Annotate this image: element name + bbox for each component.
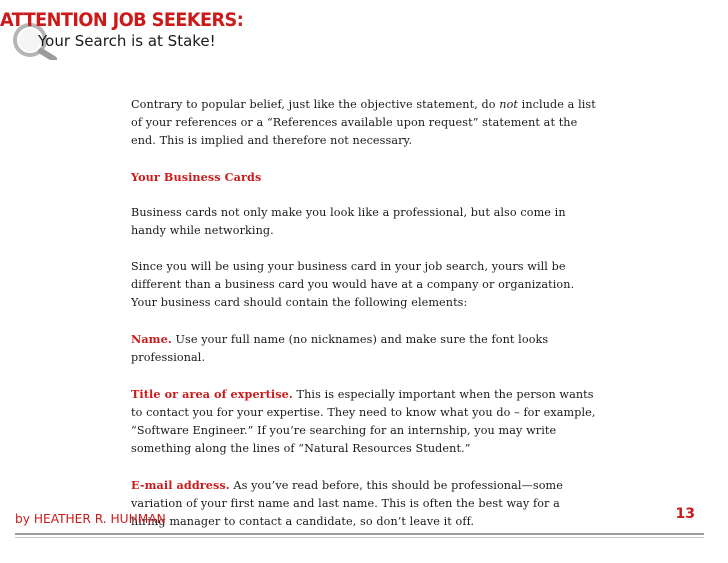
page-number: 13 <box>675 506 695 522</box>
page-header <box>0 0 260 62</box>
element-email-lead: E-mail address. <box>131 478 230 492</box>
element-title-text: This is especially important when the person wants to contact you for your expertise. They need to know what you do – for example, “Software Engineer.” If you’re searching for an internship, you may write something along the lines of “Natural Resources Student.” <box>131 388 596 455</box>
section-heading: Your Business Cards <box>131 170 262 184</box>
element-name <box>131 330 597 367</box>
element-name-text: Use your full name (no nicknames) and make sure the font looks professional. <box>131 333 549 364</box>
card-elements-intro: Since you will be using your business card in your job search, yours will be different than a business card you would have at a company or organization. Your business card should contain the following elements: <box>131 260 575 309</box>
intro-emphasis: not <box>499 98 519 111</box>
footer-author: by HEATHER R. HUHMAN <box>15 512 166 526</box>
element-email <box>131 476 597 531</box>
intro-paragraph <box>131 96 597 150</box>
footer-divider <box>15 533 704 535</box>
header-title: ATTENTION JOB SEEKERS: <box>0 9 244 31</box>
intro-text-start: Contrary to popular belief, just like the objective statement, do <box>131 98 500 111</box>
element-title <box>131 385 597 458</box>
header-subtitle: Your Search is at Stake! <box>38 32 216 50</box>
element-email-text: As you’ve read before, this should be professional—some variation of your first name and last name. This is often the best way for a hiring manager to contact a candidate, so don’t leave it off. <box>131 479 563 528</box>
element-name-lead: Name. <box>131 332 172 346</box>
page-body <box>131 96 597 549</box>
footer-divider-thin <box>15 537 704 538</box>
intro-text-end: include a list of your references or a “References available upon request” statement at the end. This is implied and therefore not necessary. <box>131 98 596 147</box>
business-cards-paragraph: Business cards not only make you look like a professional, but also come in handy while networking. <box>131 206 566 237</box>
element-title-lead: Title or area of expertise. <box>131 387 293 401</box>
